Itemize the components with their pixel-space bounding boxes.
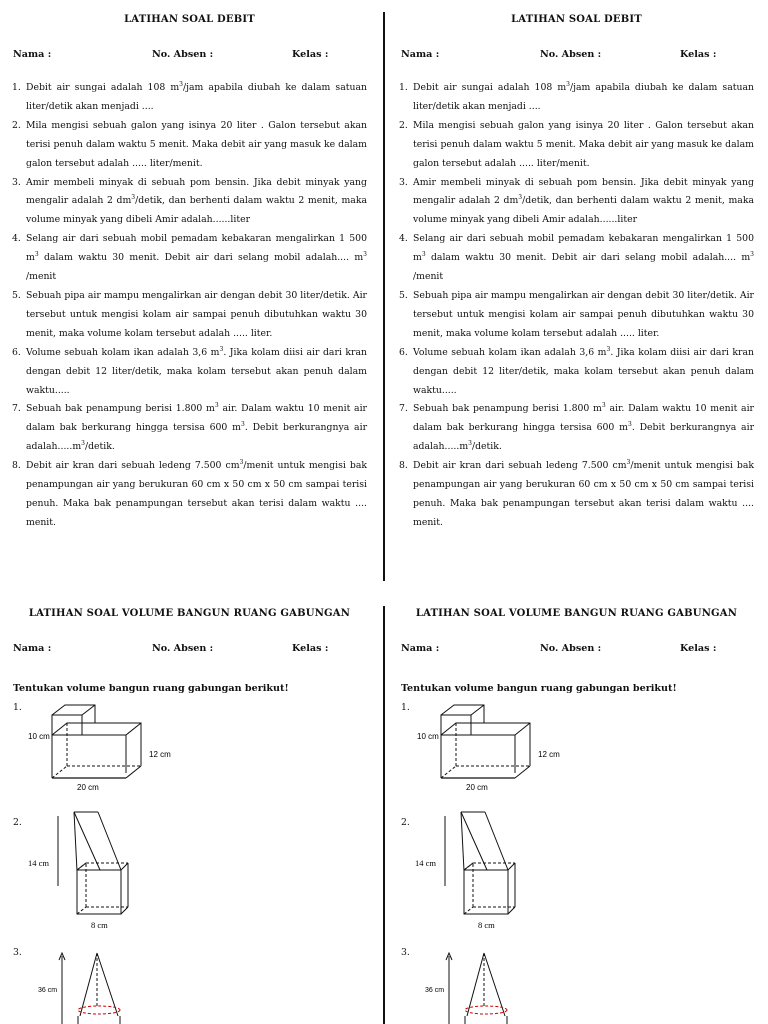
question-text: Debit air sungai adalah 108 m: [26, 82, 180, 93]
question-item: [12, 230, 367, 287]
unit-exponent: 3: [626, 459, 631, 467]
width-label: 8 cm: [478, 920, 495, 930]
figure-cone-cylinder: [22, 948, 162, 1024]
sheet-title: LATIHAN SOAL VOLUME BANGUN RUANG GABUNGAN: [28, 608, 351, 619]
height-label: 12 cm: [149, 750, 171, 759]
unit-exponent: 3: [606, 345, 611, 353]
question-number: 2.: [12, 119, 21, 131]
question-text: Selang air dari sebuah mobil pemadam kebakaran mengalirkan 1 500 m: [26, 233, 367, 264]
figure-slanted-prism: [409, 808, 549, 933]
unit-exponent: 3: [131, 194, 136, 202]
nama-label: Nama :: [13, 49, 52, 60]
question-number: 2.: [399, 119, 408, 131]
question-item: [399, 230, 754, 287]
item-number: 1.: [13, 702, 22, 713]
student-header: [12, 643, 367, 657]
height-label: 12 cm: [538, 750, 560, 759]
length-label: 10 cm: [417, 732, 439, 741]
question-text: Volume sebuah kolam ikan adalah 3,6 m: [26, 346, 220, 358]
question-text: Amir membeli minyak di sebuah pom bensin. Jika debit minyak yang mengalir adalah 2 dm: [413, 176, 754, 207]
volume-sheet-right: [399, 608, 754, 1024]
width-label: 20 cm: [466, 783, 488, 792]
question-item: [399, 344, 754, 401]
question-item: [399, 457, 754, 533]
height-label: 14 cm: [28, 858, 50, 868]
question-text: Debit air kran dari sebuah ledeng 7.500 cm: [26, 460, 240, 472]
question-text: /menit untuk mengisi bak penampungan air yang berukuran 60 cm x 50 cm x 50 cm sampai terisi penuh. Maka bak penampungan tersebut akan terisi dalam waktu .... menit.: [413, 460, 754, 528]
kelas-label: Kelas :: [292, 49, 329, 60]
instruction: Tentukan volume bangun ruang gabungan berikut!: [13, 683, 289, 694]
unit-exponent: 3: [601, 402, 606, 410]
debit-sheet-left: [12, 14, 367, 533]
question-text: /menit untuk mengisi bak penampungan air yang berukuran 60 cm x 50 cm x 50 cm sampai terisi penuh. Maka bak penampungan tersebut akan terisi dalam waktu .... menit.: [26, 460, 367, 528]
length-label: 10 cm: [28, 732, 50, 741]
question-text: /menit: [413, 271, 444, 283]
absen-label: No. Absen :: [540, 643, 602, 654]
width-label: 8 cm: [91, 920, 108, 930]
question-item: [399, 79, 754, 117]
figure-cone-cylinder: [409, 948, 549, 1024]
kelas-label: Kelas :: [292, 643, 329, 654]
question-text: Sebuah bak penampung berisi 1.800 m: [26, 403, 215, 415]
question-item: [399, 174, 754, 231]
question-text: /detik, dan berhenti dalam waktu 2 menit, maka volume minyak yang dibeli Amir adalah......liter: [413, 195, 754, 226]
question-text: Sebuah bak penampung berisi 1.800 m: [413, 403, 602, 415]
question-number: 3.: [399, 176, 408, 188]
nama-label: Nama :: [401, 643, 440, 654]
absen-label: No. Absen :: [540, 49, 602, 60]
student-header: [399, 643, 754, 657]
question-number: 7.: [12, 403, 21, 415]
unit-exponent: 3: [566, 80, 570, 88]
column-divider: [383, 606, 385, 1024]
sheet-title: LATIHAN SOAL DEBIT: [124, 14, 255, 25]
question-item: [12, 344, 367, 401]
unit-exponent: 3: [179, 80, 183, 88]
absen-label: No. Absen :: [152, 49, 214, 60]
unit-exponent: 3: [750, 251, 754, 259]
unit-exponent: 3: [240, 421, 245, 429]
question-text: Sebuah pipa air mampu mengalirkan air dengan debit 30 liter/detik. Air tersebut untuk mengisi kolam air sampai penuh dibutuhkan waktu 30 menit, maka volume kolam tersebut adalah ..... liter.: [413, 289, 754, 339]
question-number: 6.: [12, 346, 21, 358]
width-label: 20 cm: [77, 783, 99, 792]
question-text: . Jika kolam diisi air dari kran dengan debit 12 liter/detik, maka kolam tersebut akan penuh dalam waktu.....: [413, 346, 754, 396]
unit-exponent: 3: [518, 194, 523, 202]
absen-label: No. Absen :: [152, 643, 214, 654]
item-number: 1.: [401, 702, 410, 713]
question-text: . Debit berkurangnya air adalah.....m: [413, 422, 755, 453]
question-number: 1.: [12, 82, 21, 93]
height-label: 14 cm: [415, 858, 437, 868]
unit-exponent: 3: [81, 440, 85, 448]
question-item: [399, 117, 754, 174]
question-text: Sebuah pipa air mampu mengalirkan air dengan debit 30 liter/detik. Air tersebut untuk mengisi kolam air sampai penuh dibutuhkan waktu 30 menit, maka volume kolam tersebut adalah ..... liter.: [26, 289, 367, 339]
item-number: 2.: [401, 817, 410, 828]
question-number: 7.: [399, 403, 408, 415]
student-header: [12, 49, 367, 63]
nama-label: Nama :: [401, 49, 440, 60]
question-number: 5.: [399, 289, 408, 301]
unit-exponent: 3: [468, 440, 472, 448]
question-number: 3.: [12, 176, 21, 188]
question-text: Amir membeli minyak di sebuah pom bensin. Jika debit minyak yang mengalir adalah 2 dm: [26, 176, 367, 207]
unit-exponent: 3: [421, 251, 426, 259]
unit-exponent: 3: [34, 251, 39, 259]
question-text: dalam waktu 30 menit. Debit air dari selang mobil adalah.... m: [38, 252, 364, 264]
question-item: [399, 287, 754, 344]
figure-cuboid-composite: [28, 703, 197, 793]
column-divider: [383, 12, 385, 581]
sheet-title: LATIHAN SOAL DEBIT: [511, 14, 642, 25]
unit-exponent: 3: [219, 345, 224, 353]
question-list: [399, 79, 754, 533]
item-number: 3.: [401, 947, 410, 958]
question-text: Volume sebuah kolam ikan adalah 3,6 m: [413, 346, 607, 358]
question-text: /detik.: [471, 441, 502, 453]
question-item: [12, 457, 367, 533]
question-number: 5.: [12, 289, 21, 301]
question-item: [12, 400, 367, 457]
debit-sheet-right: [399, 14, 754, 533]
question-item: [12, 287, 367, 344]
question-list: [12, 79, 367, 533]
question-item: [399, 400, 754, 457]
question-item: [12, 79, 367, 117]
sheet-title: LATIHAN SOAL VOLUME BANGUN RUANG GABUNGAN: [415, 608, 738, 619]
item-number: 2.: [13, 817, 22, 828]
question-text: . Jika kolam diisi air dari kran dengan debit 12 liter/detik, maka kolam tersebut akan penuh dalam waktu.....: [26, 346, 367, 396]
student-header: [399, 49, 754, 63]
question-number: 8.: [399, 460, 408, 472]
question-number: 6.: [399, 346, 408, 358]
item-number: 3.: [13, 947, 22, 958]
question-text: Debit air sungai adalah 108 m: [413, 82, 567, 93]
question-text: Selang air dari sebuah mobil pemadam kebakaran mengalirkan 1 500 m: [413, 233, 754, 264]
question-text: Debit air kran dari sebuah ledeng 7.500 cm: [413, 460, 627, 472]
unit-exponent: 3: [627, 421, 632, 429]
question-text: /jam apabila diubah ke dalam satuan liter/detik akan menjadi ....: [26, 82, 367, 112]
question-number: 8.: [12, 460, 21, 472]
instruction: Tentukan volume bangun ruang gabungan berikut!: [401, 683, 677, 694]
height-label: 36 cm: [425, 987, 445, 994]
question-item: [12, 174, 367, 231]
unit-exponent: 3: [363, 251, 367, 259]
question-text: /jam apabila diubah ke dalam satuan liter/detik akan menjadi ....: [413, 82, 754, 112]
question-text: air. Dalam waktu 10 menit air dalam bak berkurang hingga tersisa 600 m: [26, 403, 367, 434]
question-item: [12, 117, 367, 174]
question-number: 1.: [399, 82, 408, 93]
volume-sheet-left: [12, 608, 367, 1024]
figure-slanted-prism: [22, 808, 162, 933]
question-text: . Debit berkurangnya air adalah.....m: [26, 422, 368, 453]
question-text: dalam waktu 30 menit. Debit air dari selang mobil adalah.... m: [425, 252, 751, 264]
question-number: 4.: [399, 233, 408, 245]
figure-cuboid-composite: [417, 703, 586, 793]
height-label: 36 cm: [38, 987, 58, 994]
kelas-label: Kelas :: [680, 643, 717, 654]
question-text: Mila mengisi sebuah galon yang isinya 20 liter . Galon tersebut akan terisi penuh dalam waktu 5 menit. Maka debit air yang masuk ke dalam galon tersebut adalah ..... liter/menit.: [413, 119, 754, 169]
question-text: /menit: [26, 271, 57, 283]
unit-exponent: 3: [214, 402, 219, 410]
question-text: /detik.: [84, 441, 115, 453]
unit-exponent: 3: [239, 459, 244, 467]
kelas-label: Kelas :: [680, 49, 717, 60]
question-number: 4.: [12, 233, 21, 245]
question-text: air. Dalam waktu 10 menit air dalam bak berkurang hingga tersisa 600 m: [413, 403, 754, 434]
question-text: Mila mengisi sebuah galon yang isinya 20 liter . Galon tersebut akan terisi penuh dalam waktu 5 menit. Maka debit air yang masuk ke dalam galon tersebut adalah ..... liter/menit.: [26, 119, 367, 169]
question-text: /detik, dan berhenti dalam waktu 2 menit, maka volume minyak yang dibeli Amir adalah......liter: [26, 195, 367, 226]
nama-label: Nama :: [13, 643, 52, 654]
